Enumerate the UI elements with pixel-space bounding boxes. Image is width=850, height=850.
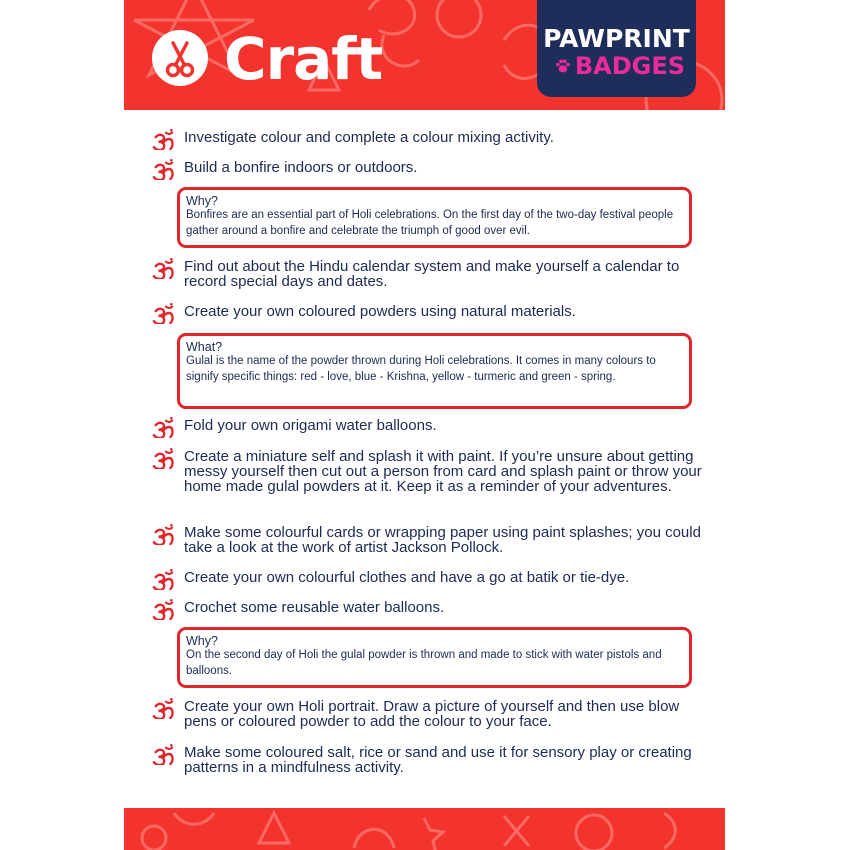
list-item [152,304,712,324]
list-item [152,418,712,438]
pawprint-badges-logo [537,0,696,97]
logo-bottom [555,52,685,80]
list-item-text: Fold your own origami water balloons. [184,417,437,434]
activity-sheet [124,0,725,850]
info-box [177,627,692,688]
om-symbol-icon [152,697,176,719]
list-item-text: Create your own Holi portrait. Draw a picture of yourself and then use blow pens or coloured powder to add the colour to your face. [184,698,680,730]
om-symbol-icon [152,302,176,324]
list-item [152,600,712,620]
list-item-text: Make some colourful cards or wrapping paper using paint splashes; you could take a look at the work of artist Jackson Pollock. [184,524,701,556]
om-symbol-icon [152,128,176,150]
list-item [152,259,712,289]
list-item-text: Find out about the Hindu calendar system and make yourself a calendar to record special days and dates. [184,258,680,290]
list-item-text: Build a bonfire indoors or outdoors. [184,159,418,176]
list-item-text: Create a miniature self and splash it with paint. If you’re unsure about getting messy yourself then cut out a person from card and splash paint or throw your home made gulal powders at it. Keep it as a reminder of your adventures. [184,448,702,495]
info-box-body: Bonfires are an essential part of Holi celebrations. On the first day of the two-day festival people gather around a bonfire and celebrate the triumph of good over evil. [186,209,674,237]
list-item [152,160,712,180]
om-symbol-icon [152,598,176,620]
info-box-heading: Why? [186,194,218,208]
om-symbol-icon [152,568,176,590]
logo-text-bottom: BADGES [574,52,685,80]
info-box-heading: Why? [186,634,218,648]
list-item-text: Crochet some reusable water balloons. [184,599,445,616]
footer-banner [124,808,725,850]
info-box-heading: What? [186,340,223,354]
list-item [152,699,712,729]
list-item [152,745,712,775]
list-item-text: Create your own colourful clothes and have a go at batik or tie-dye. [184,569,630,586]
paw-icon [555,55,571,77]
om-symbol-icon [152,158,176,180]
list-item [152,449,712,494]
list-item [152,570,712,590]
info-box-body: On the second day of Holi the gulal powder is thrown and made to stick with water pistols and balloons. [186,649,662,677]
header-banner [124,0,725,110]
list-item [152,525,712,555]
info-box [177,187,692,248]
logo-text-top: PAWPRINT [543,24,690,53]
info-box [177,333,692,409]
footer-decoration [124,808,725,850]
info-box-body: Gulal is the name of the powder thrown during Holi celebrations. It comes in many colours to signify specific things: red - love, blue - Krishna, yellow - turmeric and green - spring. [186,355,656,383]
list-item [152,130,712,150]
page-title: Craft [224,25,383,93]
list-item-text: Create your own coloured powders using natural materials. [184,303,576,320]
om-symbol-icon [152,447,176,469]
om-symbol-icon [152,523,176,545]
scissors-icon [152,30,208,86]
list-item-text: Investigate colour and complete a colour mixing activity. [184,129,554,146]
list-item-text: Make some coloured salt, rice or sand and use it for sensory play or creating patterns in a mindfulness activity. [184,744,692,776]
om-symbol-icon [152,416,176,438]
om-symbol-icon [152,743,176,765]
om-symbol-icon [152,257,176,279]
